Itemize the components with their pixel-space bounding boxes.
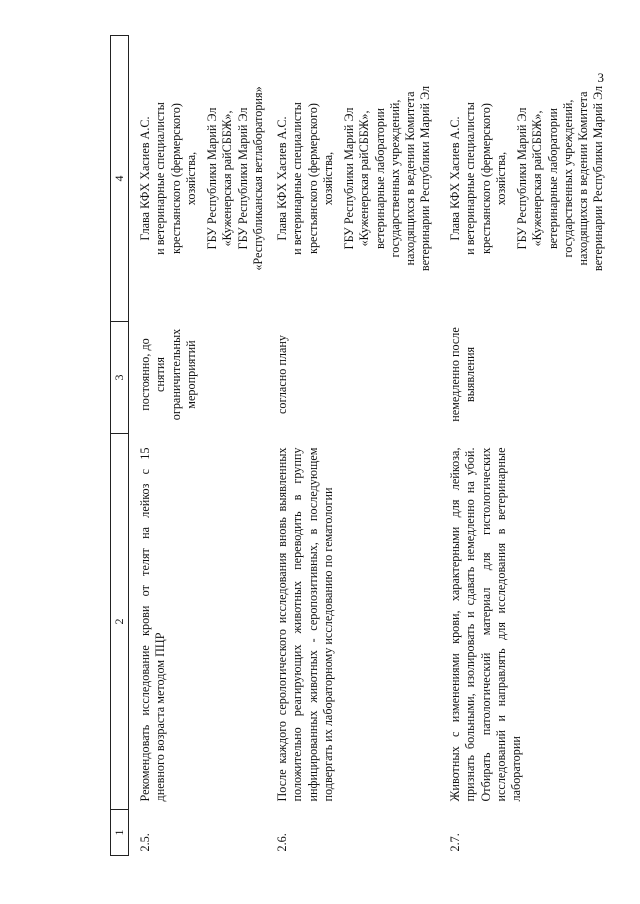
responsible-line: ветеринарные лаборатории: [545, 108, 560, 250]
measure-text: Животных с изменениями крови, характерными для лейкоза, признать больными, изолировать и сдавать немедленно на убой. Отбирать патологический материал для гистологических исследований и направлять для исследования в ветеринарные лаборатории: [448, 447, 523, 802]
deadline: согласно плану: [275, 334, 289, 415]
responsible-line: находящихся в ведении Комитета: [403, 91, 417, 266]
measures-table: [110, 35, 618, 856]
responsible-line: ГБУ Республики Марий Эл: [342, 107, 356, 250]
responsible-line: хозяйства,: [493, 151, 508, 206]
item-number: 2.5.: [138, 833, 152, 852]
deadline: постоянно, до снятия ограничительных мероприятий: [138, 328, 198, 421]
responsible-line: и ветеринарные специалисты: [463, 102, 478, 255]
column-header: 2: [111, 434, 129, 810]
table-row: [129, 36, 267, 856]
page-number: 3: [597, 70, 604, 85]
header-row: [111, 36, 129, 856]
item-number: 2.7.: [448, 833, 462, 852]
responsible-line: Глава КФХ Хасиев А.С.: [138, 116, 152, 241]
column-header: 1: [111, 810, 129, 856]
responsible-line: ветеринарии Республики Марий Эл: [591, 85, 606, 272]
responsible-line: хозяйства,: [320, 151, 335, 206]
measure-text: После каждого серологического исследования вновь выявленных положительно реагирующих животных переводить в группу инфицированных животных - серопозитивных, в последующем подвергать их лабораторному исследованию по гематологии: [275, 447, 335, 802]
responsible-line: ГБУ Республики Марий Эл: [235, 107, 250, 250]
responsible-line: Глава КФХ Хасиев А.С.: [448, 116, 462, 241]
responsible-line: ГБУ Республики Марий Эл: [515, 107, 529, 250]
responsible: [439, 36, 618, 322]
responsible: [266, 36, 439, 322]
deadline: немедленно после выявления: [448, 327, 478, 422]
responsible-line: «Куженерская райСББЖ»,: [530, 110, 545, 247]
column-header: 3: [111, 322, 129, 434]
responsible-line: хозяйства,: [183, 151, 198, 206]
responsible-line: и ветеринарные специалисты: [153, 102, 168, 255]
responsible-line: крестьянского (фермерского): [478, 103, 493, 254]
responsible-line: государственных учреждений,: [560, 99, 575, 258]
responsible-line: «Куженерская райСББЖ»,: [220, 110, 235, 247]
responsible: [129, 36, 267, 322]
responsible-line: крестьянского (фермерского): [305, 103, 320, 254]
responsible-line: ветеринарные лаборатории: [372, 108, 387, 250]
table-row: [439, 36, 618, 856]
item-number: 2.6.: [275, 833, 289, 852]
responsible-line: ветеринарии Республики Марий Эл: [418, 85, 433, 272]
responsible-line: ГБУ Республики Марий Эл: [205, 107, 219, 250]
responsible-line: Глава КФХ Хасиев А.С.: [275, 116, 289, 241]
table-row: [266, 36, 439, 856]
column-header: 4: [111, 36, 129, 322]
responsible-line: и ветеринарные специалисты: [290, 102, 305, 255]
responsible-line: «Республиканская ветлаборатория»: [250, 86, 265, 271]
responsible-line: находящихся в ведении Комитета: [576, 91, 590, 266]
responsible-line: государственных учреждений,: [387, 99, 402, 258]
responsible-line: крестьянского (фермерского): [168, 103, 183, 254]
measure-text: Рекомендовать исследование крови от телят на лейкоз с 15 дневного возраста методом ПЦР: [138, 447, 168, 802]
responsible-line: «Куженерская райСББЖ»,: [357, 110, 372, 247]
